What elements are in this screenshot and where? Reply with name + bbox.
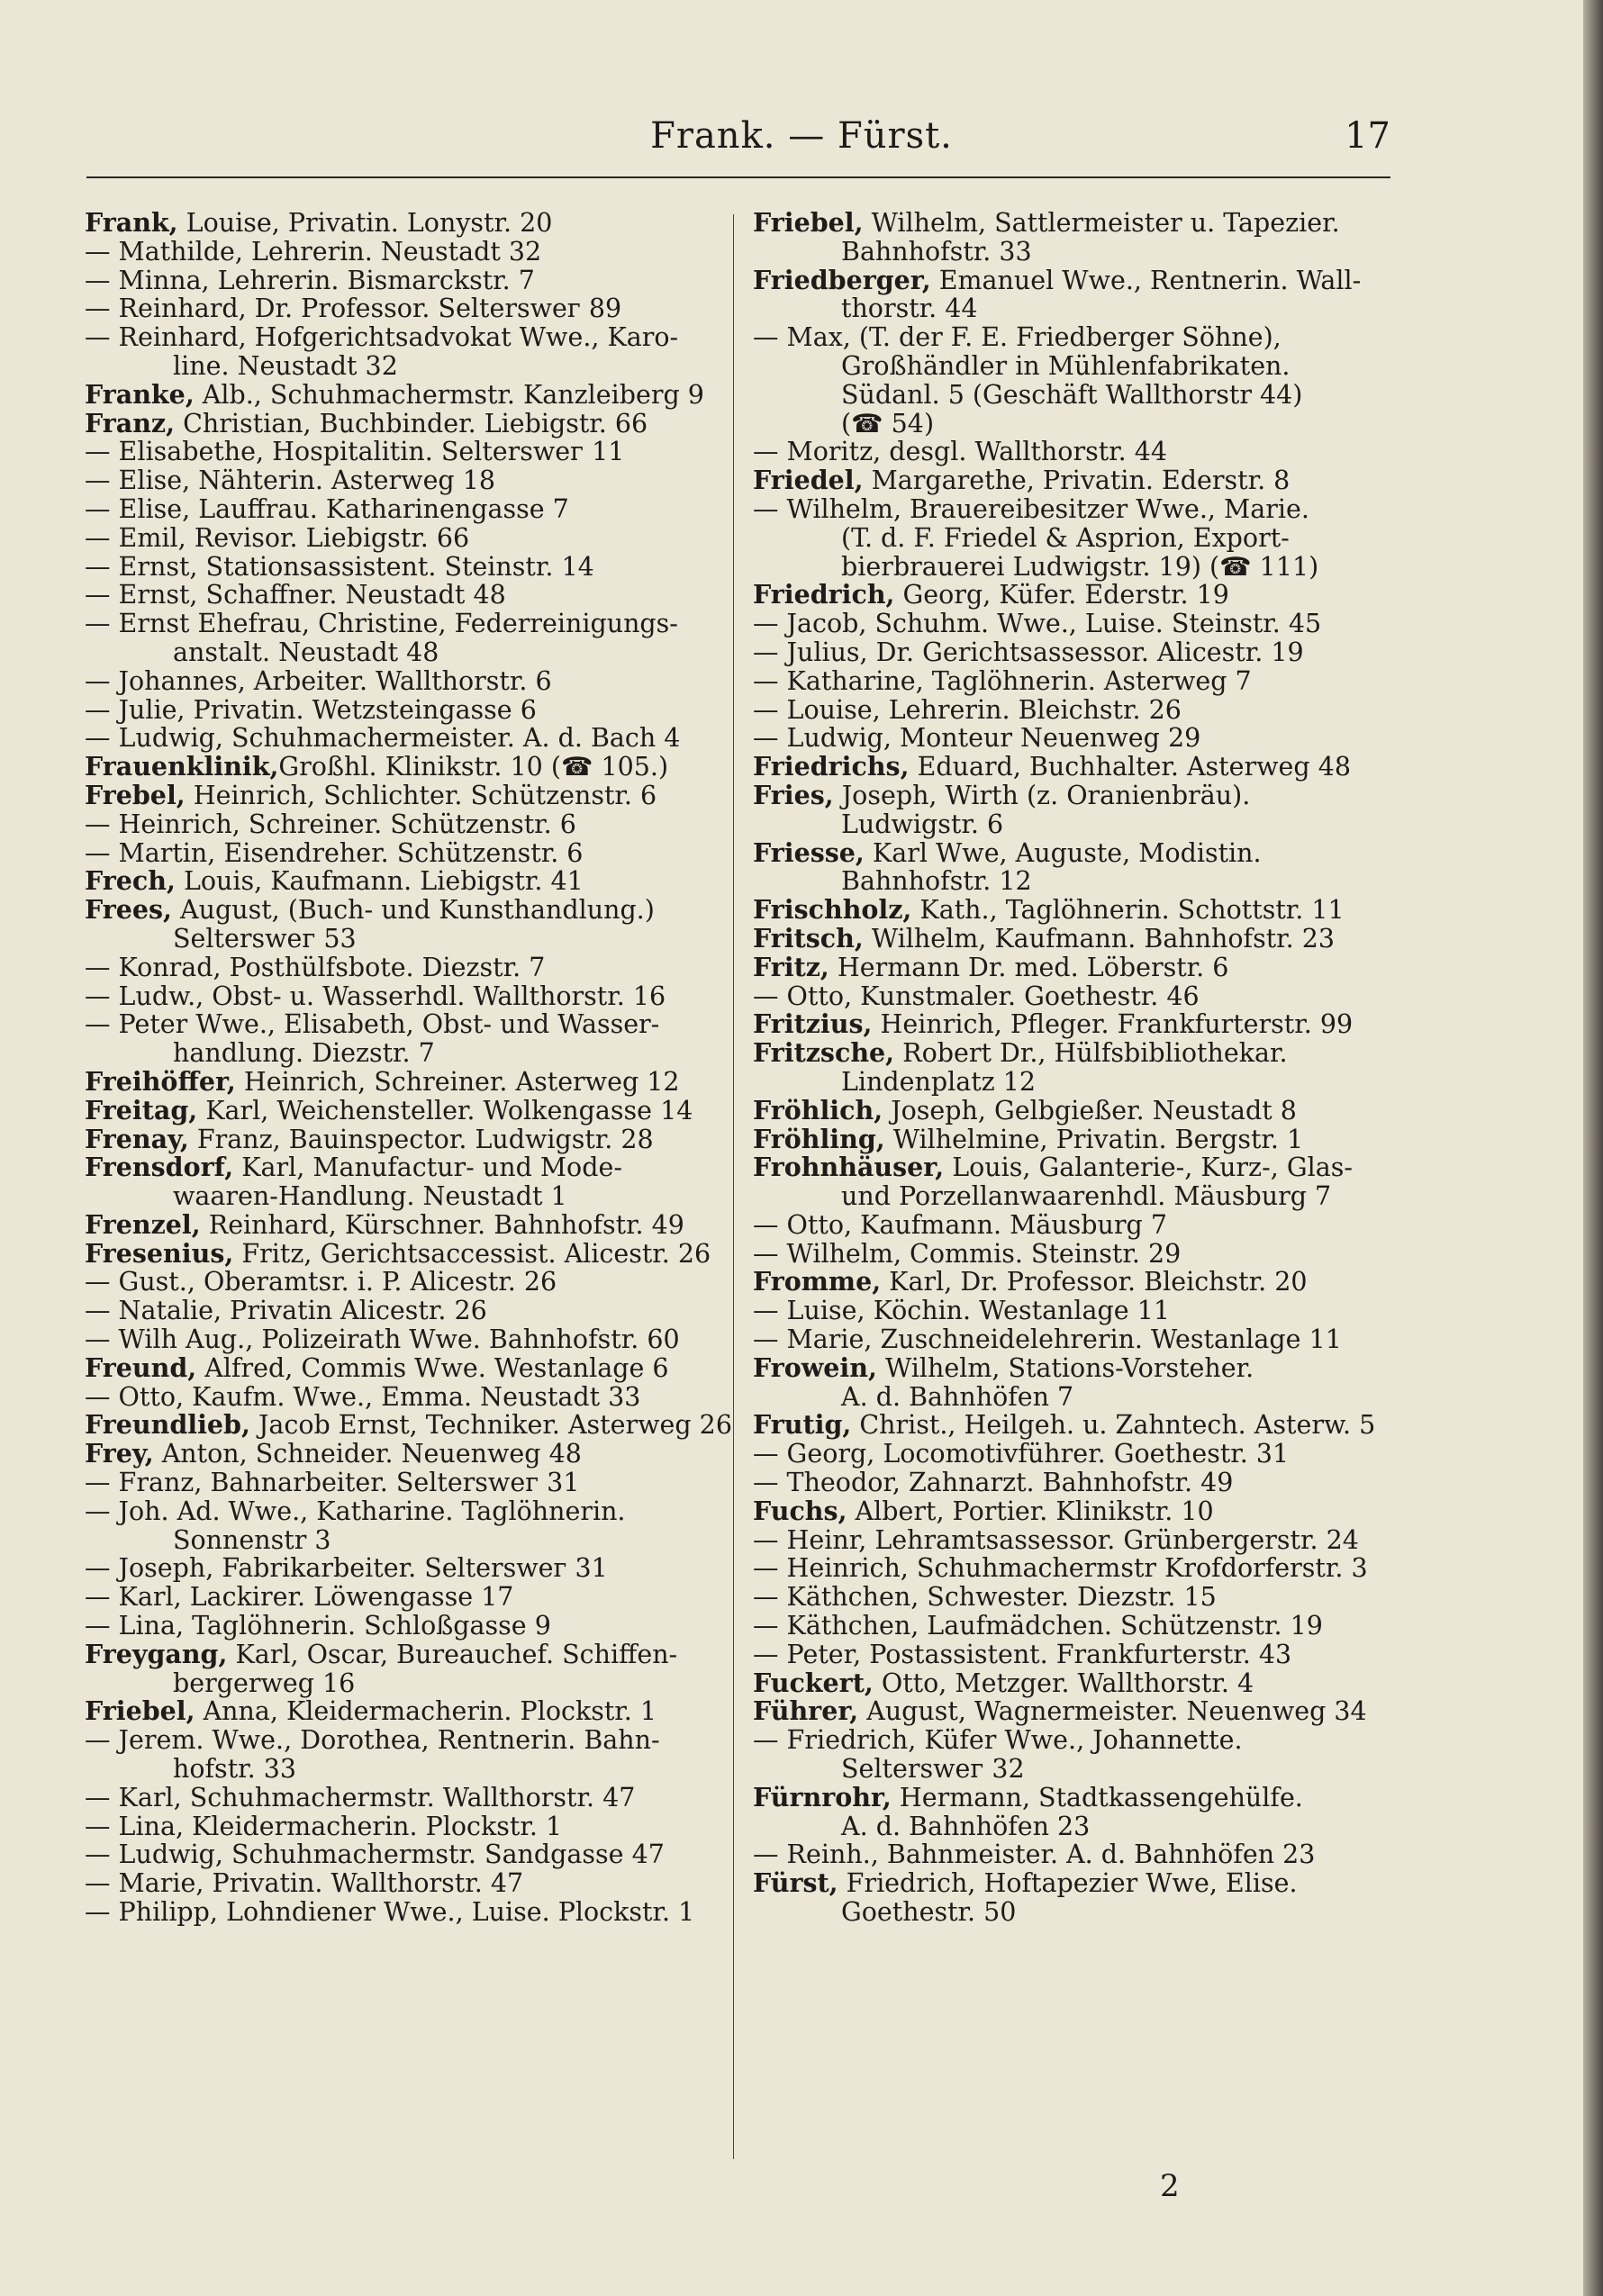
- entry-text: Südanl. 5 (Geschäft Wallthorstr 44): [841, 379, 1303, 410]
- entry-surname: Freund,: [85, 1351, 197, 1383]
- directory-entry: [753, 1351, 1405, 1412]
- entry-surname: Franz,: [85, 407, 176, 438]
- directory-entry: [85, 267, 737, 295]
- directory-entry: [753, 1781, 1405, 1841]
- directory-entry: [85, 1208, 737, 1240]
- entry-text: Margarethe, Privatin. Ederstr. 8: [863, 466, 1291, 496]
- entry-surname: Freitag,: [85, 1094, 198, 1125]
- entry-text: — Lina, Taglöhnerin. Schloßgasse 9: [85, 1611, 551, 1641]
- directory-entry: [753, 1641, 1405, 1669]
- entry-text: Ludwigstr. 6: [841, 809, 1004, 839]
- directory-entry: [85, 1237, 737, 1269]
- entry-text: Bahnhofstr. 33: [841, 236, 1032, 267]
- entry-text: — Max, (T. der F. E. Friedberger Söhne),: [753, 322, 1281, 353]
- entry-text: Sonnenstr 3: [173, 1524, 331, 1555]
- entry-surname: Frohnhäuser,: [753, 1152, 945, 1183]
- entry-text: Karl, Dr. Professor. Bleichstr. 20: [881, 1267, 1308, 1297]
- entry-text: Jacob Ernst, Techniker. Asterweg 26: [249, 1410, 732, 1441]
- left-column: [85, 209, 737, 1927]
- directory-entry: [85, 1440, 737, 1469]
- entry-text: A. d. Bahnhöfen 7: [841, 1381, 1074, 1412]
- directory-entry: [85, 1898, 737, 1927]
- directory-entry: [753, 1840, 1405, 1869]
- entry-surname: Frensdorf,: [85, 1152, 234, 1183]
- entry-surname: Fromme,: [753, 1266, 882, 1297]
- entry-text: — Karl, Schuhmachermstr. Wallthorstr. 47: [85, 1782, 636, 1812]
- directory-entry: [85, 779, 737, 810]
- entry-text: — Marie, Zuschneidelehrerin. Westanlage 11: [753, 1324, 1342, 1355]
- directory-entry: [753, 495, 1405, 581]
- entry-text: — Konrad, Posthülfsbote. Diezstr. 7: [85, 952, 546, 982]
- entry-text: Louise, Privatin. Lonystr. 20: [177, 208, 553, 238]
- entry-text: Heinrich, Pfleger. Frankfurterstr. 99: [872, 1009, 1354, 1040]
- directory-entry: [85, 1612, 737, 1641]
- directory-entry: [753, 1497, 1405, 1526]
- entry-text: Karl, Oscar, Bureauchef. Schiffen-: [227, 1639, 678, 1669]
- entry-text: Louis, Kaufmann. Liebigstr. 41: [175, 866, 584, 897]
- directory-entry: [85, 839, 737, 868]
- directory-entry: [85, 1010, 737, 1068]
- entry-text: Karl Wwe, Auguste, Modistin.: [864, 837, 1262, 868]
- entry-text: Großhl. Klinikstr. 10 (☎ 105.): [278, 752, 669, 782]
- directory-entry: [85, 1697, 737, 1726]
- directory-entry: [753, 779, 1405, 839]
- directory-entry: [753, 1526, 1405, 1555]
- entry-text: — Ernst, Stationsassistent. Steinstr. 14: [85, 551, 594, 582]
- entry-text: — Minna, Lehrerin. Bismarckstr. 7: [85, 265, 535, 295]
- directory-entry: [85, 610, 737, 667]
- entry-text: hofstr. 33: [173, 1754, 297, 1785]
- directory-entry: [85, 867, 737, 896]
- entry-text: — Karl, Lackirer. Löwengasse 17: [85, 1582, 514, 1613]
- entry-text: Selterswег 53: [173, 923, 357, 954]
- entry-text: — Marie, Privatin. Wallthorstr. 47: [85, 1868, 524, 1899]
- entry-surname: Frutig,: [753, 1409, 852, 1441]
- entry-text: Joseph, Gelbgießer. Neustadt 8: [883, 1095, 1297, 1125]
- entry-text: — Julie, Privatin. Wetzsteingasse 6: [85, 694, 537, 725]
- entry-text: thorstr. 44: [841, 294, 978, 324]
- entry-text: — Julius, Dr. Gerichtsassessor. Alicestr. 19: [753, 637, 1304, 667]
- entry-text: August, (Buch- und Kunsthandlung.): [171, 895, 655, 926]
- entry-surname: Fuchs,: [753, 1495, 847, 1526]
- directory-entry: [753, 1869, 1405, 1927]
- directory-entry: [85, 1554, 737, 1583]
- directory-entry: [85, 1325, 737, 1354]
- sheet-number: 2: [1160, 2168, 1180, 2204]
- entry-text: — Katharine, Taglöhnerin. Asterweg 7: [753, 665, 1252, 696]
- directory-entry: [85, 954, 737, 982]
- directory-entry: [753, 438, 1405, 466]
- directory-entry: [85, 810, 737, 839]
- entry-text: Selterswег 32: [841, 1754, 1025, 1785]
- entry-text: — Reinhard, Hofgerichtsadvokat Wwe., Karo-: [85, 322, 679, 353]
- entry-text: — Theodor, Zahnarzt. Bahnhofstr. 49: [753, 1468, 1234, 1498]
- entry-surname: Fries,: [753, 779, 834, 810]
- directory-entry: [753, 323, 1405, 438]
- entry-text: Hermann, Stadtkassengehülfe.: [891, 1782, 1303, 1812]
- entry-text: Fritz, Gerichtsaccessist. Alicestr. 26: [233, 1238, 711, 1269]
- entry-text: August, Wagnermeister. Neuenweg 34: [858, 1696, 1367, 1727]
- directory-entry: [753, 1669, 1405, 1698]
- entry-surname: Freygang,: [85, 1638, 228, 1669]
- directory-entry: [85, 982, 737, 1011]
- entry-surname: Fuckert,: [753, 1667, 874, 1698]
- directory-entry: [753, 1726, 1405, 1784]
- directory-entry: [85, 553, 737, 582]
- entry-text: bergerweg 16: [173, 1668, 356, 1698]
- entry-text: — Ludwig, Schuhmachermeister. A. d. Bach 4: [85, 723, 681, 754]
- directory-entry: [753, 922, 1405, 954]
- entry-text: Heinrich, Schreiner. Asterweg 12: [235, 1066, 680, 1097]
- entry-text: — Martin, Eisendreher. Schützenstr. 6: [85, 837, 584, 868]
- entry-text: Großhändler in Mühlenfabrikaten.: [841, 350, 1291, 381]
- entry-text: — Louise, Lehrerin. Bleichstr. 26: [753, 694, 1182, 725]
- directory-entry: [85, 438, 737, 466]
- directory-entry: [85, 1869, 737, 1898]
- entry-text: — Otto, Kaufm. Wwe., Emma. Neustadt 33: [85, 1381, 641, 1412]
- directory-entry: [85, 1726, 737, 1784]
- entry-text: Heinrich, Schlichter. Schützenstr. 6: [185, 780, 657, 810]
- directory-entry: [753, 1094, 1405, 1125]
- directory-entry: [753, 896, 1405, 925]
- entry-surname: Friedberger,: [753, 264, 931, 295]
- entry-text: — Peter Wwe., Elisabeth, Obst- und Wasser-: [85, 1009, 660, 1040]
- directory-entry: [753, 1325, 1405, 1354]
- entry-surname: Friebel,: [753, 207, 864, 238]
- directory-entry: [85, 1784, 737, 1812]
- entry-surname: Fürnrohr,: [753, 1781, 892, 1812]
- entry-text: — Heinr, Lehramtsassessor. Grünbergerstr. 24: [753, 1524, 1359, 1555]
- directory-entry: [753, 982, 1405, 1011]
- directory-entry: [753, 753, 1405, 782]
- entry-text: Reinhard, Kürschner. Bahnhofstr. 49: [200, 1209, 684, 1240]
- entry-surname: Frischholz,: [753, 894, 912, 926]
- entry-text: Louis, Galanterie-, Kurz-, Glas-: [944, 1153, 1353, 1183]
- directory-entry: [85, 378, 737, 410]
- directory-entry: [753, 209, 1405, 267]
- entry-text: Goethestr. 50: [841, 1897, 1017, 1928]
- entry-text: — Peter, Postassistent. Frankfurterstr. 43: [753, 1639, 1292, 1669]
- directory-entry: [753, 1554, 1405, 1583]
- entry-surname: Friedrichs,: [753, 751, 910, 782]
- entry-text: Albert, Portier. Klinikstr. 10: [847, 1496, 1214, 1526]
- entry-text: line. Neustadt 32: [173, 350, 398, 381]
- entry-surname: Fritzsche,: [753, 1037, 895, 1069]
- entry-text: — Natalie, Privatin Alicestr. 26: [85, 1296, 487, 1326]
- entry-text: — Philipp, Lohndiener Wwe., Luise. Plockstr. 1: [85, 1897, 695, 1928]
- entry-text: — Georg, Locomotivführer. Goethestr. 31: [753, 1439, 1290, 1469]
- entry-text: — Heinrich, Schuhmachermstr Krofdorferstr. 3: [753, 1553, 1368, 1584]
- directory-entry: [85, 1583, 737, 1612]
- book-spine-shadow: [1583, 0, 1603, 2296]
- entry-text: Otto, Metzger. Wallthorstr. 4: [873, 1668, 1254, 1698]
- directory-entry: [753, 1697, 1405, 1726]
- directory-entry: [85, 896, 737, 954]
- entry-text: Wilhelm, Kaufmann. Bahnhofstr. 23: [863, 923, 1336, 954]
- entry-surname: Frebel,: [85, 779, 186, 810]
- entry-text: — Otto, Kunstmaler. Goethestr. 46: [753, 981, 1200, 1011]
- directory-entry: [753, 466, 1405, 495]
- entry-text: Christian, Buchbinder. Liebigstr. 66: [175, 408, 648, 438]
- entry-text: — Emil, Revisor. Liebigstr. 66: [85, 522, 470, 553]
- entry-surname: Frenzel,: [85, 1208, 201, 1240]
- directory-entry: [85, 1497, 737, 1555]
- entry-text: Christ., Heilgeh. u. Zahntech. Asterw. 5: [851, 1410, 1376, 1441]
- directory-entry: [85, 696, 737, 725]
- entry-surname: Frank,: [85, 207, 178, 238]
- directory-entry: [85, 1125, 737, 1154]
- page-header-title: Frank. — Fürst.: [650, 115, 953, 157]
- directory-entry: [85, 1065, 737, 1097]
- entry-surname: Frech,: [85, 865, 176, 897]
- entry-surname: Führer,: [753, 1695, 859, 1727]
- directory-entry: [753, 1240, 1405, 1269]
- entry-text: bierbrauerei Ludwigstr. 19) (☎ 111): [841, 551, 1319, 582]
- entry-text: (☎ 54): [841, 408, 935, 438]
- entry-surname: Fritsch,: [753, 922, 864, 954]
- entry-text: — Moritz, desgl. Wallthorstr. 44: [753, 437, 1168, 467]
- entry-text: — Jerem. Wwe., Dorothea, Rentnerin. Bahn-: [85, 1725, 660, 1756]
- entry-surname: Frauenklinik,: [85, 751, 279, 782]
- directory-entry: [85, 1383, 737, 1412]
- entry-surname: Fröhlich,: [753, 1094, 883, 1125]
- entry-text: — Reinh., Bahnmeister. A. d. Bahnhöfen 23: [753, 1840, 1316, 1870]
- directory-entry: [753, 1125, 1405, 1154]
- directory-entry: [85, 1094, 737, 1125]
- entry-text: Franz, Bauinspector. Ludwigstr. 28: [188, 1124, 654, 1154]
- entry-surname: Fritzius,: [753, 1008, 873, 1040]
- entry-text: (T. d. F. Friedel & Asprion, Export-: [841, 522, 1290, 553]
- entry-text: — Ernst, Schaffner. Neustadt 48: [85, 580, 506, 610]
- directory-entry: [753, 724, 1405, 753]
- entry-text: Joseph, Wirth (z. Oranienbräu).: [833, 780, 1251, 810]
- entry-text: — Johannes, Arbeiter. Wallthorstr. 6: [85, 665, 552, 696]
- entry-text: Alb., Schuhmachermstr. Kanzleiberg 9: [194, 379, 704, 410]
- directory-entry: [85, 753, 737, 782]
- entry-text: Karl, Weichensteller. Wolkengasse 14: [197, 1095, 693, 1125]
- entry-text: — Ludwig, Monteur Neuenweg 29: [753, 723, 1201, 754]
- right-column: [753, 209, 1405, 1927]
- entry-text: Wilhelm, Stations-Vorsteher.: [876, 1352, 1254, 1383]
- directory-entry: [753, 264, 1405, 324]
- directory-entry: [753, 1297, 1405, 1325]
- directory-entry: [85, 1469, 737, 1497]
- entry-surname: Fresenius,: [85, 1237, 234, 1269]
- directory-entry: [753, 610, 1405, 638]
- directory-entry: [753, 1469, 1405, 1497]
- directory-entry: [85, 1840, 737, 1869]
- entry-surname: Freundlieb,: [85, 1409, 250, 1441]
- entry-text: Alfred, Commis Wwe. Westanlage 6: [196, 1352, 669, 1383]
- entry-text: Hermann Dr. med. Löberstr. 6: [829, 952, 1229, 982]
- directory-entry: [85, 667, 737, 696]
- entry-surname: Frees,: [85, 894, 172, 926]
- entry-text: — Wilhelm, Brauereibesitzer Wwe., Marie.: [753, 493, 1309, 524]
- entry-text: und Porzellanwaarenhdl. Mäusburg 7: [841, 1181, 1332, 1212]
- entry-text: waaren-Handlung. Neustadt 1: [173, 1181, 567, 1212]
- directory-entry: [85, 524, 737, 553]
- entry-text: — Jacob, Schuhm. Wwe., Luise. Steinstr. 45: [753, 609, 1322, 639]
- entry-text: Kath., Taglöhnerin. Schottstr. 11: [911, 895, 1345, 926]
- entry-text: — Mathilde, Lehrerin. Neustadt 32: [85, 236, 542, 267]
- entry-text: — Ludwig, Schuhmachermstr. Sandgasse 47: [85, 1840, 665, 1870]
- directory-entry: [753, 1440, 1405, 1469]
- entry-text: — Elisabethe, Hospitalitin. Selterswег 11: [85, 437, 625, 467]
- entry-text: Friedrich, Hoftapezier Wwe, Elise.: [838, 1868, 1298, 1899]
- directory-entry: [753, 1583, 1405, 1612]
- entry-surname: Fürst,: [753, 1867, 838, 1899]
- directory-entry: [85, 1638, 737, 1698]
- entry-text: — Käthchen, Schwester. Diezstr. 15: [753, 1582, 1217, 1613]
- entry-text: A. d. Bahnhöfen 23: [841, 1811, 1091, 1841]
- entry-text: — Luise, Köchin. Westanlage 11: [753, 1296, 1170, 1326]
- directory-entry: [85, 407, 737, 438]
- directory-entry: [85, 581, 737, 610]
- entry-text: — Joseph, Fabrikarbeiter. Selterswег 31: [85, 1553, 608, 1584]
- page-number: 17: [1345, 115, 1390, 157]
- entry-surname: Freihöffer,: [85, 1065, 236, 1097]
- column-divider: [733, 214, 734, 2159]
- entry-surname: Friesse,: [753, 836, 865, 868]
- directory-entry: [753, 1010, 1405, 1039]
- directory-entry: [753, 1153, 1405, 1211]
- directory-entry: [85, 495, 737, 524]
- directory-entry: [85, 1153, 737, 1211]
- entry-surname: Franke,: [85, 378, 195, 410]
- entry-text: Bahnhofstr. 12: [841, 866, 1032, 897]
- entry-text: — Wilh Aug., Polizeirath Wwe. Bahnhofstr. 60: [85, 1324, 680, 1355]
- directory-entry: [753, 1039, 1405, 1097]
- entry-text: Eduard, Buchhalter. Asterweg 48: [909, 752, 1351, 782]
- directory-entry: [85, 466, 737, 495]
- directory-entry: [85, 238, 737, 267]
- entry-text: — Ludw., Obst- u. Wasserhdl. Wallthorstr. 16: [85, 981, 666, 1011]
- directory-entry: [85, 1297, 737, 1325]
- entry-text: — Gust., Oberamtsr. i. P. Alicestr. 26: [85, 1267, 557, 1297]
- entry-text: Lindenplatz 12: [841, 1066, 1037, 1097]
- entry-text: Georg, Küfer. Ederstr. 19: [894, 580, 1229, 610]
- entry-text: — Lina, Kleidermacherin. Plockstr. 1: [85, 1811, 563, 1841]
- entry-text: Karl, Manufactur- und Mode-: [233, 1153, 622, 1183]
- directory-entry: [85, 1268, 737, 1297]
- entry-text: — Otto, Kaufmann. Mäusburg 7: [753, 1209, 1167, 1240]
- entry-text: Wilhelm, Sattlermeister u. Tapezier.: [863, 208, 1340, 238]
- directory-entry: [753, 1612, 1405, 1641]
- entry-surname: Fröhling,: [753, 1123, 885, 1154]
- directory-entry: [85, 1812, 737, 1841]
- entry-text: — Wilhelm, Commis. Steinstr. 29: [753, 1238, 1182, 1269]
- entry-surname: Frey,: [85, 1438, 154, 1469]
- entry-text: anstalt. Neustadt 48: [173, 637, 439, 667]
- entry-text: Anna, Kleidermacherin. Plockstr. 1: [195, 1696, 657, 1727]
- directory-entry: [85, 323, 737, 381]
- entry-text: Anton, Schneider. Neuenweg 48: [153, 1439, 582, 1469]
- entry-surname: Friedel,: [753, 465, 864, 496]
- entry-text: Wilhelmine, Privatin. Bergstr. 1: [884, 1124, 1304, 1154]
- entry-text: — Elise, Nähterin. Asterweg 18: [85, 466, 495, 496]
- directory-entry: [753, 638, 1405, 667]
- entry-text: — Elise, Lauffrau. Katharinengasse 7: [85, 493, 569, 524]
- directory-entry: [85, 209, 737, 238]
- directory-entry: [753, 1411, 1405, 1440]
- directory-entry: [753, 951, 1405, 982]
- entry-text: — Joh. Ad. Wwe., Katharine. Taglöhnerin.: [85, 1496, 626, 1526]
- entry-text: — Friedrich, Küfer Wwe., Johannette.: [753, 1725, 1243, 1756]
- entry-text: — Reinhard, Dr. Professor. Selterswег 89: [85, 294, 622, 324]
- header-rule: [86, 176, 1390, 178]
- entry-text: handlung. Diezstr. 7: [173, 1038, 435, 1069]
- entry-surname: Frenay,: [85, 1123, 189, 1154]
- entry-text: — Franz, Bahnarbeiter. Selterswег 31: [85, 1468, 580, 1498]
- entry-text: Emanuel Wwe., Rentnerin. Wall-: [930, 265, 1362, 295]
- directory-entry: [85, 294, 737, 323]
- directory-entry: [753, 667, 1405, 696]
- entry-text: — Käthchen, Laufmädchen. Schützenstr. 19: [753, 1611, 1323, 1641]
- entry-surname: Friedrich,: [753, 579, 895, 610]
- directory-entry: [753, 696, 1405, 725]
- entry-text: — Ernst Ehefrau, Christine, Federreinigungs-: [85, 609, 678, 639]
- directory-entry: [85, 724, 737, 753]
- entry-text: Robert Dr., Hülfsbibliothekar.: [894, 1038, 1288, 1069]
- directory-entry: [753, 1268, 1405, 1297]
- entry-surname: Frowein,: [753, 1351, 877, 1383]
- directory-entry: [85, 1411, 737, 1440]
- directory-entry: [753, 836, 1405, 897]
- directory-entry: [753, 581, 1405, 610]
- directory-entry: [85, 1351, 737, 1383]
- entry-surname: Fritz,: [753, 951, 829, 982]
- entry-text: — Heinrich, Schreiner. Schützenstr. 6: [85, 809, 576, 839]
- directory-entry: [753, 1211, 1405, 1240]
- entry-surname: Friebel,: [85, 1695, 195, 1727]
